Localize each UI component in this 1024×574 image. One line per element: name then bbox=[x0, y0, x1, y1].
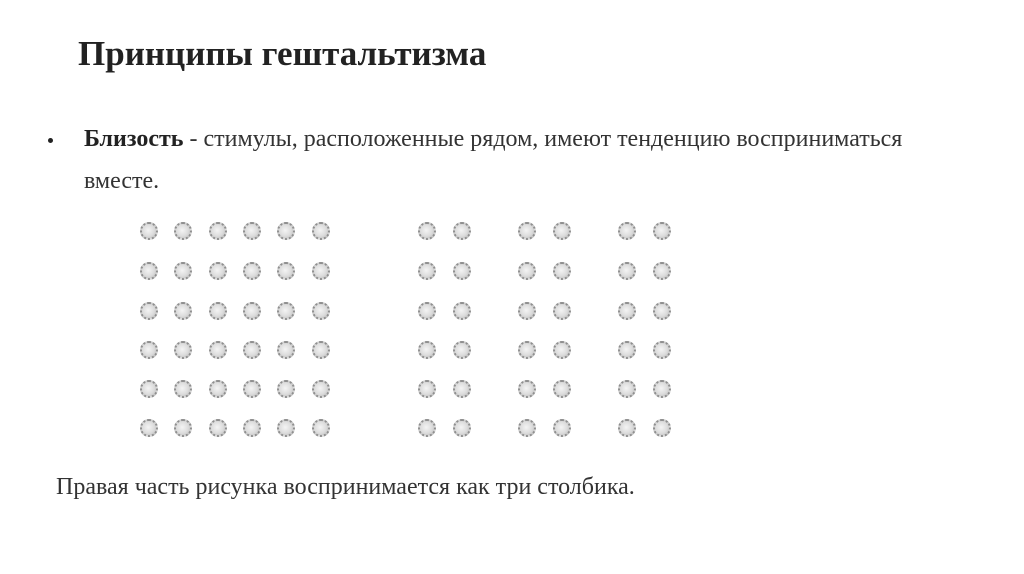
left-group-dot bbox=[174, 222, 192, 240]
right-group-dot bbox=[553, 341, 571, 359]
left-group-dot bbox=[312, 380, 330, 398]
left-group-dot bbox=[312, 262, 330, 280]
right-group-dot bbox=[553, 419, 571, 437]
right-group-dot bbox=[518, 380, 536, 398]
right-group-dot bbox=[553, 380, 571, 398]
right-group-dot bbox=[518, 302, 536, 320]
right-group-dot bbox=[618, 341, 636, 359]
left-group-dot bbox=[243, 302, 261, 320]
left-group-dot bbox=[209, 262, 227, 280]
right-group-dot bbox=[418, 222, 436, 240]
right-group-dot bbox=[418, 380, 436, 398]
left-group-dot bbox=[140, 341, 158, 359]
bullet-term: Близость bbox=[84, 126, 184, 152]
left-group-dot bbox=[312, 302, 330, 320]
right-group-dot bbox=[653, 341, 671, 359]
left-group-dot bbox=[312, 419, 330, 437]
right-group-dot bbox=[653, 222, 671, 240]
bullet-separator: - bbox=[183, 126, 204, 152]
left-group-dot bbox=[209, 341, 227, 359]
right-group-dot bbox=[553, 302, 571, 320]
right-group-dot bbox=[453, 302, 471, 320]
right-group-dot bbox=[518, 222, 536, 240]
left-group-dot bbox=[140, 419, 158, 437]
right-group-dot bbox=[518, 419, 536, 437]
left-group-dot bbox=[277, 222, 295, 240]
left-group-dot bbox=[140, 262, 158, 280]
right-group-dot bbox=[553, 222, 571, 240]
right-group-dot bbox=[453, 419, 471, 437]
left-group-dot bbox=[277, 302, 295, 320]
right-group-dot bbox=[618, 380, 636, 398]
right-group-dot bbox=[453, 341, 471, 359]
left-group-dot bbox=[243, 222, 261, 240]
right-group-dot bbox=[618, 222, 636, 240]
left-group-dot bbox=[277, 419, 295, 437]
right-group-dot bbox=[653, 419, 671, 437]
right-group-dot bbox=[518, 341, 536, 359]
right-group-dot bbox=[453, 262, 471, 280]
right-group-dot bbox=[518, 262, 536, 280]
left-group-dot bbox=[140, 302, 158, 320]
left-group-dot bbox=[174, 302, 192, 320]
left-group-dot bbox=[174, 341, 192, 359]
left-group-dot bbox=[312, 222, 330, 240]
left-group-dot bbox=[243, 380, 261, 398]
right-group-dot bbox=[418, 262, 436, 280]
right-group-dot bbox=[618, 419, 636, 437]
slide-title: Принципы гештальтизма bbox=[78, 34, 487, 73]
right-group-dot bbox=[418, 341, 436, 359]
right-group-dot bbox=[618, 262, 636, 280]
left-group-dot bbox=[209, 419, 227, 437]
left-group-dot bbox=[243, 419, 261, 437]
right-group-dot bbox=[453, 222, 471, 240]
left-group-dot bbox=[209, 302, 227, 320]
right-group-dot bbox=[618, 302, 636, 320]
left-group-dot bbox=[140, 380, 158, 398]
bullet-dot bbox=[48, 138, 53, 143]
bullet-text bbox=[84, 118, 944, 202]
left-group-dot bbox=[277, 262, 295, 280]
left-group-dot bbox=[174, 262, 192, 280]
right-group-dot bbox=[653, 302, 671, 320]
left-group-dot bbox=[140, 222, 158, 240]
right-group-dot bbox=[653, 262, 671, 280]
bullet-description: стимулы, расположенные рядом, имеют тенденцию восприниматься вместе. bbox=[84, 126, 903, 194]
right-group-dot bbox=[453, 380, 471, 398]
right-group-dot bbox=[653, 380, 671, 398]
figure-caption: Правая часть рисунка воспринимается как три столбика. bbox=[56, 474, 635, 500]
right-group-dot bbox=[553, 262, 571, 280]
right-group-dot bbox=[418, 302, 436, 320]
right-group-dot bbox=[418, 419, 436, 437]
left-group-dot bbox=[243, 341, 261, 359]
left-group-dot bbox=[209, 380, 227, 398]
left-group-dot bbox=[277, 380, 295, 398]
left-group-dot bbox=[174, 380, 192, 398]
left-group-dot bbox=[277, 341, 295, 359]
left-group-dot bbox=[174, 419, 192, 437]
left-group-dot bbox=[312, 341, 330, 359]
left-group-dot bbox=[243, 262, 261, 280]
left-group-dot bbox=[209, 222, 227, 240]
